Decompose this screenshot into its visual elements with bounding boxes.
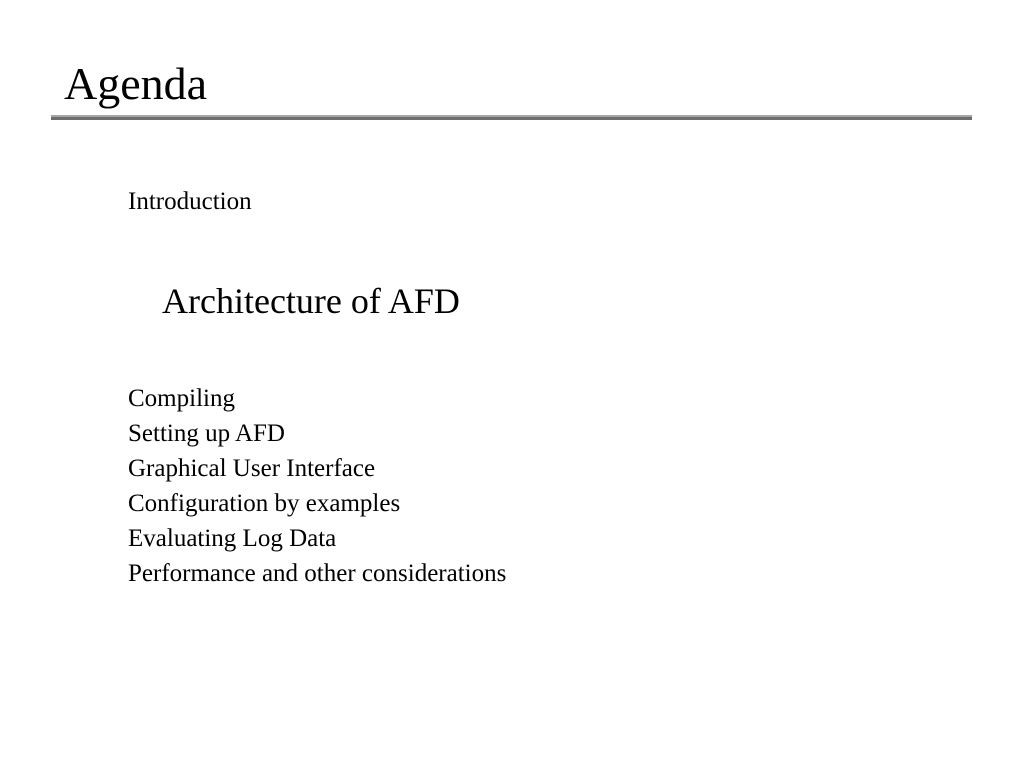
agenda-item-introduction: Introduction <box>128 188 252 215</box>
agenda-item-architecture-current: Architecture of AFD <box>162 281 460 321</box>
agenda-item-setting-up: Setting up AFD <box>128 420 285 447</box>
agenda-item-performance: Performance and other considerations <box>128 560 507 587</box>
slide-title: Agenda <box>64 58 208 109</box>
agenda-item-gui: Graphical User Interface <box>128 455 376 482</box>
agenda-item-configuration: Configuration by examples <box>128 490 401 517</box>
agenda-item-log-data: Evaluating Log Data <box>128 525 337 552</box>
title-divider <box>51 115 972 120</box>
agenda-item-compiling: Compiling <box>128 385 235 412</box>
